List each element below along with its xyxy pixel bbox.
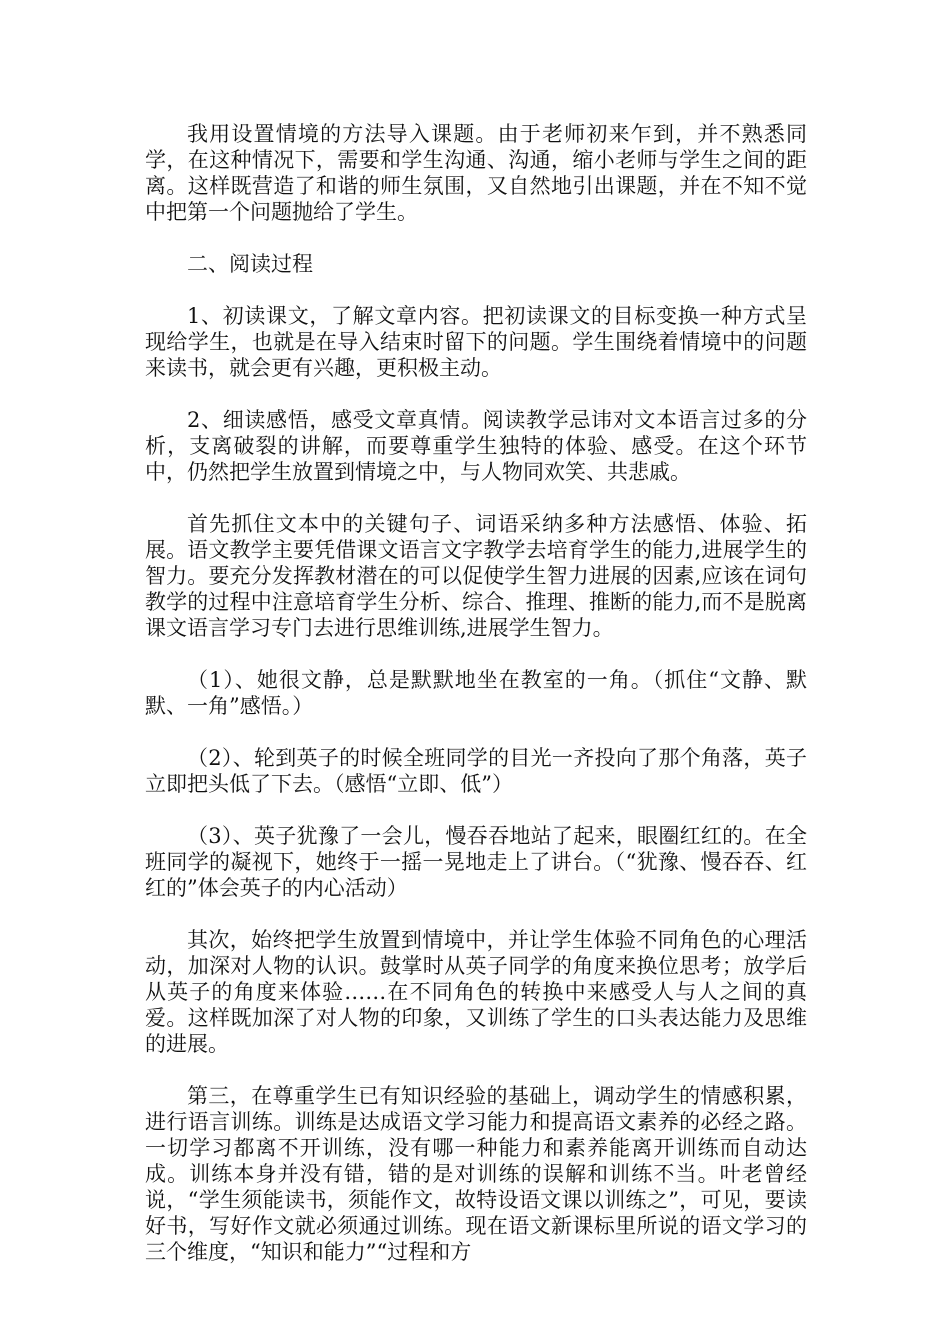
example-item-3: （3）、英子犹豫了一会儿，慢吞吞地站了起来，眼圈红红的。在全班同学的凝视下，她终于一摇一晃地走上了讲台。（“犹豫、慢吞吞、红红的”体会英子的内心活动） [145,824,807,900]
paragraph-intro: 我用设置情境的方法导入课题。由于老师初来乍到，并不熟悉同学，在这种情况下，需要和学生沟通、沟通，缩小老师与学生之间的距离。这样既营造了和谐的师生氛围，又自然地引出课题，并在不知不觉中把第一个问题抛给了学生。 [145,122,807,224]
example-item-1: （1）、她很文静，总是默默地坐在教室的一角。（抓住“文静、默默、一角”感悟。） [145,668,807,718]
example-item-2: （2）、轮到英子的时候全班同学的目光一齐投向了那个角落，英子立即把头低了下去。（感悟“立即、低”） [145,746,807,796]
document-page [145,121,807,1265]
section-heading-reading-process: 二、阅读过程 [187,252,313,276]
paragraph-key-sentences: 首先抓住文本中的关键句子、词语采纳多种方法感悟、体验、拓展。语文教学主要凭借课文语言文字教学去培育学生的能力,进展学生的智力。要充分发挥教材潜在的可以促使学生智力进展的因素,应该在词句教学的过程中注意培育学生分析、综合、推理、推断的能力,而不是脱离课文语言学习专门去进行思维训练,进展学生智力。 [145,512,807,640]
paragraph-third-point: 第三，在尊重学生已有知识经验的基础上，调动学生的情感积累，进行语言训练。训练是达成语文学习能力和提高语文素养的必经之路。一切学习都离不开训练，没有哪一种能力和素养能离开训练而自动达成。训练本身并没有错，错的是对训练的误解和训练不当。叶老曾经说，“学生须能读书，须能作文，故特设语文课以训练之”，可见，要读好书，写好作文就必须通过训练。现在语文新课标里所说的语文学习的三个维度，“知识和能力”“过程和方 [145,1084,807,1264]
paragraph-close-reading: 2、细读感悟，感受文章真情。阅读教学忌讳对文本语言过多的分析，支离破裂的讲解，而要尊重学生独特的体验、感受。在这个环节中，仍然把学生放置到情境之中，与人物同欢笑、共悲戚。 [145,408,807,484]
paragraph-first-reading: 1、初读课文，了解文章内容。把初读课文的目标变换一种方式呈现给学生，也就是在导入结束时留下的问题。学生围绕着情境中的问题来读书，就会更有兴趣，更积极主动。 [145,304,807,380]
paragraph-second-point: 其次，始终把学生放置到情境中，并让学生体验不同角色的心理活动，加深对人物的认识。鼓掌时从英子同学的角度来换位思考；放学后从英子的角度来体验……在不同角色的转换中来感受人与人之间的真爱。这样既加深了对人物的印象，又训练了学生的口头表达能力及思维的进展。 [145,928,807,1056]
